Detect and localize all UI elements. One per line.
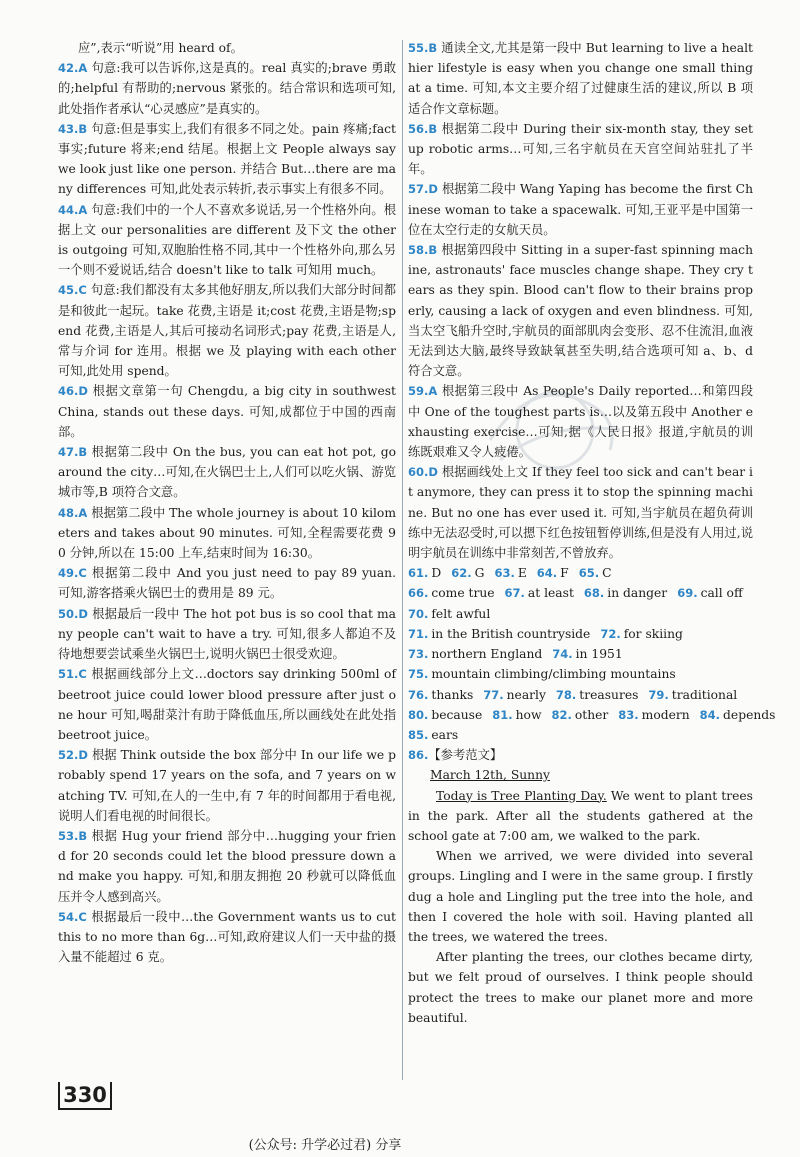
short-answer xyxy=(408,586,495,600)
short-answer-text: because xyxy=(431,707,483,722)
short-answer xyxy=(408,688,473,702)
answer-explanation: 根据文章第一句 Chengdu, a big city in southwest China, stands out these days. 可知,成都位于中国的西南部。 xyxy=(58,384,396,439)
short-answer-text: traditional xyxy=(671,687,738,702)
short-answer xyxy=(556,688,639,702)
answer-number: 50.D xyxy=(58,606,88,621)
answer-item xyxy=(408,119,753,180)
answer-number: 57.D xyxy=(408,182,438,197)
answer-number: 52.D xyxy=(58,748,88,763)
short-answer xyxy=(579,566,612,580)
short-answer-number: 84. xyxy=(699,707,721,722)
answer-explanation: 根据第二段中 Wang Yaping has become the first Chinese woman to take a spacewalk. 可知,王亚平是中国第一位在太空行走的女航天员。 xyxy=(408,182,753,237)
answer-item xyxy=(58,442,396,503)
short-answer xyxy=(537,566,569,580)
answer-explanation: 根据最后一段中 The hot pot bus is so cool that many people can't wait to have a try. 可知,很多人都迫不及待地想要尝试乘坐火锅巴士,说明火锅巴士很受欢迎。 xyxy=(58,606,396,662)
short-answer-row xyxy=(408,725,753,745)
answer-explanation: 根据第三段中 As People's Daily reported…和第四段中 One of the toughest parts is…以及第五段中 Another exhausting exercise…可知,据《人民日报》报道,宇航员的训练既艰难又令人疲倦。 xyxy=(408,384,753,460)
model-essay xyxy=(408,745,753,1028)
answer-explanation: 根据第二段中 The whole journey is about 10 kilometers and takes about 90 minutes. 可知,全程需要花费 90 分钟,所以在 15:00 上车,结束时间为 16:30。 xyxy=(58,505,396,561)
short-answer xyxy=(408,647,542,661)
answer-number: 49.C xyxy=(58,566,87,581)
short-answer-row xyxy=(408,583,753,603)
short-answer xyxy=(648,688,737,702)
answer-number: 60.D xyxy=(408,465,438,480)
short-answer-number: 68. xyxy=(583,586,605,601)
short-answer-text: come true xyxy=(431,586,495,601)
short-answer-row xyxy=(408,604,753,624)
short-answer-number: 62. xyxy=(451,566,472,581)
short-answer xyxy=(451,566,484,580)
answer-item xyxy=(408,462,753,563)
answer-item xyxy=(408,240,753,381)
essay-heading: 【参考范文】 xyxy=(428,748,503,763)
short-answer xyxy=(408,627,590,641)
short-answer xyxy=(552,647,622,661)
short-answer-text: call off xyxy=(700,586,743,601)
short-answer-text: for skiing xyxy=(623,626,683,641)
short-answer xyxy=(584,586,667,600)
essay-paragraph-1 xyxy=(408,786,753,847)
answer-item xyxy=(408,381,753,462)
short-answer-text: nearly xyxy=(506,687,546,702)
answer-number: 55.B xyxy=(408,41,438,55)
left-column xyxy=(58,38,396,967)
short-answer-number: 64. xyxy=(536,566,558,581)
answer-explanation: 根据第四段中 Sitting in a super-fast spinning machine, astronauts' face muscles change shape. They cry tears as they spin. Blood can't flow to their brains properly, causing a lack of oxygen and even blindness. 可知,当太空飞船升空时,宇航员的面部肌肉会变形、忍不住流泪,血液无法到达大脑,最终导致缺氧甚至失明,结合选项可知 a、b、d 符合文意。 xyxy=(408,243,753,379)
short-answer-number: 79. xyxy=(648,687,669,702)
answer-item xyxy=(58,280,396,381)
short-answer-text: D xyxy=(431,566,442,581)
answer-explanation: 句意:我们都没有太多其他好朋友,所以我们大部分时间都是和彼此一起玩。take 花费,主语是 it;cost 花费,主语是物;spend 花费,主语是人,其后可接动名词形式;pay 花费,主语是人,常与介词 for 连用。根据 we 及 playing with each other 可知,此处用 spend。 xyxy=(58,283,396,379)
short-answer xyxy=(408,566,441,580)
answer-number: 43.B xyxy=(58,121,88,136)
answer-item xyxy=(58,664,396,745)
short-answer-text: other xyxy=(574,707,609,722)
short-answer-row xyxy=(408,685,753,705)
answer-number: 51.C xyxy=(58,667,87,682)
answer-number: 47.B xyxy=(58,445,88,460)
right-column xyxy=(408,38,776,1028)
answer-item xyxy=(58,503,396,564)
answer-explanation: 根据 Hug your friend 部分中…hugging your friend for 20 seconds could let the blood pressure down and make you happy. 可知,和朋友拥抱 20 秒就可以降低血压并令人感到高兴。 xyxy=(58,828,396,904)
short-answer xyxy=(618,708,689,722)
answer-number: 42.A xyxy=(58,61,88,76)
short-answer-text: C xyxy=(602,566,612,581)
short-answer-number: 82. xyxy=(551,707,572,722)
short-answer xyxy=(551,708,608,722)
short-answer-text: at least xyxy=(527,586,574,601)
footer-credit xyxy=(0,1134,800,1153)
short-answer-number: 69. xyxy=(677,586,698,601)
short-answer xyxy=(505,586,574,600)
answer-item xyxy=(58,58,396,119)
essay-date: March 12th, Sunny xyxy=(430,768,550,783)
short-answer-number: 85. xyxy=(408,727,429,742)
short-answer-number: 76. xyxy=(408,687,429,702)
short-answer-text: northern England xyxy=(431,647,543,662)
short-answer-number: 66. xyxy=(408,586,429,601)
short-answer xyxy=(483,688,546,702)
short-answer-text: G xyxy=(474,566,485,581)
essay-number: 86. xyxy=(408,748,429,763)
answer-number: 56.B xyxy=(408,121,438,136)
answer-explanation: 根据第二段中 On the bus, you can eat hot pot, go around the city…可知,在火锅巴士上,人们可以吃火锅、游览城市等,B 项符合文意。 xyxy=(58,445,396,500)
answer-item xyxy=(58,381,396,442)
answer-item xyxy=(408,38,753,119)
answer-number: 54.C xyxy=(58,909,87,924)
short-answer-number: 71. xyxy=(408,626,429,641)
short-answer-text: E xyxy=(517,566,527,581)
answer-item xyxy=(58,745,396,826)
answer-number: 46.D xyxy=(58,384,88,399)
answer-explanation: 句意:我可以告诉你,这是真的。real 真实的;brave 勇敢的;helpful 有帮助的;nervous 紧张的。结合常识和选项可知,此处指作者承认“心灵感应”是真实的。 xyxy=(58,61,396,116)
short-answer xyxy=(677,586,743,600)
short-answer-row xyxy=(408,664,753,684)
short-answer-text: in danger xyxy=(607,586,668,601)
essay-title-sentence: Today is Tree Planting Day. xyxy=(436,788,607,803)
short-answer-text: mountain climbing/climbing mountains xyxy=(431,667,676,682)
short-answer-text: in 1951 xyxy=(575,647,623,662)
short-answer-text: how xyxy=(515,707,542,722)
answer-item xyxy=(408,179,753,240)
short-answer xyxy=(408,667,676,681)
short-answer-number: 73. xyxy=(408,647,429,662)
answer-explanation: 句意:我们中的一个人不喜欢多说话,另一个性格外向。根据上文 our personalities are different 及下文 the other is outgoing 可知,双胞胎性格不同,其中一个性格外向,那么另一个则不爱说话,结合 doesn't like to talk 可知用 much。 xyxy=(58,202,396,278)
short-answer-number: 77. xyxy=(483,687,504,702)
short-answer xyxy=(408,708,482,722)
answer-number: 59.A xyxy=(408,384,438,399)
answer-explanation: 根据 Think outside the box 部分中 In our life we probably spend 17 years on the sofa, and 7 years on watching TV. 可知,在人的一生中,有 7 年的时间都用于看电视,说明人们看电视的时间很长。 xyxy=(58,748,396,823)
short-answer-number: 83. xyxy=(618,707,639,722)
answer-number: 45.C xyxy=(58,283,87,298)
short-answer-number: 74. xyxy=(552,647,573,662)
short-answer xyxy=(408,607,490,621)
essay-paragraph-2: When we arrived, we were divided into several groups. Lingling and I were in the same group. I firstly dug a hole and Lingling put the tree into the hole, and then I covered the hole with soil. Having planted all the trees, we watered the trees. xyxy=(408,849,753,944)
short-answer-number: 65. xyxy=(578,566,600,581)
answer-explanation: 应”,表示“听说”用 heard of。 xyxy=(78,41,243,55)
essay-p1-rest: We went to plant trees in the park. After all the students gathered at the school gate at 7:00 am, we walked to the park. xyxy=(408,788,753,843)
answer-explanation: 根据第二段中 During their six-month stay, they set up robotic arms…可知,三名宇航员在天宫空间站驻扎了半年。 xyxy=(408,121,753,177)
short-answer-number: 80. xyxy=(408,707,429,722)
answer-number: 58.B xyxy=(408,243,438,258)
answer-explanation: 通读全文,尤其是第一段中 But learning to live a healthier lifestyle is easy when you change one small thing at a time. 可知,本文主要介绍了过健康生活的建议,所以 B 项适合作文章标题。 xyxy=(408,41,753,116)
answer-item xyxy=(58,826,396,907)
answer-item xyxy=(58,200,396,281)
page-number: 330 xyxy=(58,1082,112,1110)
short-answer-text: ears xyxy=(431,727,459,742)
essay-paragraph-3: After planting the trees, our clothes became dirty, but we felt proud of ourselves. I think people should protect the trees to make our planet more and more beautiful. xyxy=(408,950,753,1025)
short-answer-number: 67. xyxy=(504,586,525,601)
short-answer-number: 78. xyxy=(555,687,577,702)
short-answer-number: 63. xyxy=(494,566,515,581)
short-answer-text: modern xyxy=(641,707,690,722)
short-answer xyxy=(408,728,458,742)
short-answer-number: 70. xyxy=(408,606,429,621)
answer-explanation: 根据第二段中 And you just need to pay 89 yuan. 可知,游客搭乘火锅巴士的费用是 89 元。 xyxy=(58,566,396,601)
short-answer-text: thanks xyxy=(431,687,474,702)
short-answer-number: 72. xyxy=(600,626,621,641)
short-answer-row xyxy=(408,644,753,664)
short-answer-row xyxy=(408,624,753,644)
short-answer-number: 61. xyxy=(408,566,429,581)
short-answer-text: in the British countryside xyxy=(431,626,591,641)
short-answer-number: 81. xyxy=(492,707,513,722)
answer-number: 48.A xyxy=(58,505,88,520)
short-answer xyxy=(700,708,776,722)
short-answer-text: F xyxy=(560,566,569,581)
answer-explanation: 根据画线部分上文…doctors say drinking 500ml of beetroot juice could lower blood pressure after just one hour 可知,喝甜菜汁有助于降低血压,所以画线处在此处指 beetroot juice。 xyxy=(58,667,396,742)
short-answer xyxy=(492,708,541,722)
answer-explanation: 根据最后一段中…the Government wants us to cut this to no more than 6g…可知,政府建议人们一天中盐的摄入量不能超过 6 克。 xyxy=(58,909,396,965)
short-answer-number: 75. xyxy=(408,667,429,682)
answer-item xyxy=(58,38,396,58)
answer-item xyxy=(58,907,396,968)
short-answer-row xyxy=(408,563,753,583)
answer-explanation: 句意:但是事实上,我们有很多不同之处。pain 疼痛;fact 事实;future 将来;end 结尾。根据上文 People always say we look just like one person. 并结合 But…there are many differences 可知,此处表示转折,表示事实上有很多不同。 xyxy=(58,121,396,197)
answer-number: 44.A xyxy=(58,202,88,217)
short-answer-text: treasures xyxy=(579,687,639,702)
footer-text: (公众号: 升学必过君) 分享 xyxy=(248,1138,402,1153)
essay-heading-row xyxy=(408,745,753,765)
answer-item xyxy=(58,604,396,665)
short-answer-row xyxy=(408,705,776,725)
short-answer xyxy=(494,566,526,580)
answer-number: 53.B xyxy=(58,828,88,843)
short-answer xyxy=(600,627,683,641)
short-answer-text: depends xyxy=(723,707,776,722)
short-answer-list xyxy=(408,563,776,745)
short-answer-text: felt awful xyxy=(431,606,491,621)
answer-item xyxy=(58,119,396,200)
answer-explanation: 根据画线处上文 If they feel too sick and can't bear it anymore, they can press it to stop the spinning machine. But no one has ever used it. 可知,当宇航员在超负荷训练中无法忍受时,可以摁下红色按钮暂停训练,但是没有人用过,说明宇航员在训练中非常刻苦,不曾放弃。 xyxy=(408,465,753,561)
column-divider xyxy=(402,40,403,1080)
answer-item xyxy=(58,563,396,603)
